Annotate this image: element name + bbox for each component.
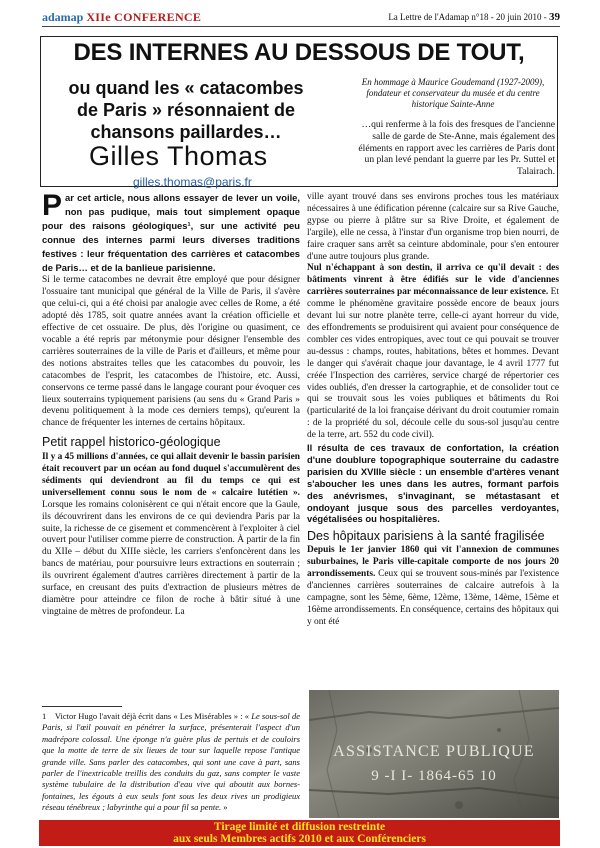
header-rule [42,26,560,27]
page-number: 39 [549,11,560,23]
hommage-note: En hommage à Maurice Goudemand (1927-2009), fondateur et conservateur du musée et du centre historique Sainte-Anne [361,77,545,109]
issue-label: La Lettre de l'Adamap n°18 - 20 juin 2010 - [388,12,547,22]
article-title: DES INTERNES AU DESSOUS DE TOUT, [73,39,525,66]
column-left [42,189,300,619]
author-name [89,141,268,172]
paragraph-hopitaux-lead: Depuis le 1er janvier 1860 qui vit l'annexion de communes suburbaines, le Paris ville-capitale comporte de nos jours 20 arrondissements. [307,545,559,580]
footnote-number: 1 [42,711,47,721]
paragraph-hopitaux-text: Ceux qui se trouvent sous-minés par l'existence d'anciennes carrières souterraines de calcaire autrefois à la campagne, sont les 5ème, 6ème, 12ème, 13ème, 14ème, 15ème et 16ème arrondissements. En conséquence, certains des hôpitaux qui y ont été [307,569,560,627]
section-heading-hopitaux: Des hôpitaux parisiens à la santé fragilisée [307,529,545,544]
footer-line-2: aux seuls Membres actifs 2010 et aux Conférenciers [173,833,426,845]
column-right [307,192,559,629]
intro-text: ar cet article, nous allons essayer de lever un voile, non pas pudique, mais tout simplement opaque pour des raisons géologiques¹, sur une activité peu connue des internes parmi leurs diverses traditions festives : leur fréquentation des carrières et catacombes de Paris… et de la banlieue parisienne. [42,192,300,273]
intro-paragraph [42,189,300,275]
inscription-line-1: ASSISTANCE PUBLIQUE [333,743,535,760]
footnote-quote: Le sous-sol de Paris, si l'œil pouvait en pénétrer la surface, présenterait l'aspect d'un madrépore colossal. Une éponge n'a guère plus de pertuis et de couloirs que la motte de terre de six lieues de tour sur laquelle repose l'antique grande ville. Sans parler des catacombes, qui sont une cave à part, sans parler de l'inextricable treillis des conduits du gaz, sans compter le vaste système tubulaire de la distribution d'eau vive qui aboutit aux bornes-fontaines, les égouts à eux seuls font sous les deux rives un prodigieux réseau ténébreux ; labyrinthe qui a pour fil sa pente. [42,711,300,813]
footnote [42,711,300,814]
paragraph-destin-text: Et comme le phénomène gravitaire possède encore de beaux jours devant lui sur notre planète terre, celle-ci ayant horreur du vide, des effondrements se produisirent qui avaient pour conséquence de combler ces vides entropiques, avec tout ce qui pouvait se trouver au-dessus : champs, routes, habitations, bêtes et hommes. Devant le danger qui s'avérait chaque jour davantage, le 4 avril 1777 fut créée l'Inspection des carrières, service chargé de répertorier ces vides oubliés, d'en dresser la cartographie, et de consolider tout ce qui se trouvait sous les voies publiques et bâtiments du Roi (particularité de la loi française dérivant du droit coutumier romain : de la propriété du sol, découle celle du sous-sol jusqu'au centre de la terre, art. 552 du code civil). [307,287,560,441]
drop-cap: P [42,189,63,222]
author-first-name: Gilles [89,141,160,171]
article-subtitle: ou quand les « catacombes de Paris » résonnaient de chansons paillardes… [68,78,304,142]
paragraph-destin-lead: Nul n'échappant à son destin, il arriva ce qu'il devait : des bâtiments vinrent à être édifiés sur le vide d'anciennes carrières souterraines par méconnaissance de leur existence. [307,263,559,298]
stone-photo-graphic [309,690,559,818]
title-box [40,36,558,187]
hommage-quote: …qui renferme à la fois des fresques de l'ancienne salle de garde de Ste-Anne, mais également des éléments en rapport avec les carrières de Paris dont un plan levé pendant la guerre par les Pr. Suttel et Talairach. [358,119,555,178]
paragraph-ville: ville ayant trouvé dans ses environs proches tous les matériaux nécessaires à une édification pérenne (calcaire sur sa Rive Gauche, gypse ou pierre à plâtre sur sa Rive Droite, et également de l'argile), elle ne cessa, à l'instar d'un organisme trop bien nourri, de faire craquer sans arrêt sa ceinture abdominale, pour s'en entourer d'une autre toujours plus grande. [307,192,559,262]
paragraph-geologie-lead: Il y a 45 millions d'années, ce qui allait devenir le bassin parisien était recouvert par un océan au fond duquel s'accumulèrent des sédiments qui deviendront au fil du temps ce qui est universellement connu sous le nom de « calcaire lutétien ». [42,452,300,498]
section-heading-historique: Petit rappel historico-géologique [42,435,221,450]
paragraph-geologie [42,452,300,619]
footer-line-1: Tirage limité et diffusion restreinte [213,821,386,833]
issue-info [388,11,560,23]
brand-name: adamap [42,10,84,24]
author-last-name: Thomas [167,141,268,171]
paragraph-destin [307,263,559,442]
footer-banner [39,820,560,846]
inscription-line-2: 9 -I I- 1864-65 10 [371,768,497,784]
paragraph-hopitaux [307,545,559,628]
stone-inscription-photo [309,690,559,818]
author-email[interactable]: gilles.thomas@paris.fr [133,175,252,189]
footnote-close: » [223,802,228,813]
footnote-rule [42,706,122,707]
footnote-lead: Victor Hugo l'avait déjà écrit dans « Les Misérables » : « [54,711,250,721]
paragraph-catacombes: Si le terme catacombes ne devrait être employé que pour désigner l'ossuaire tant municipal que général de la Ville de Paris, il s'avère que celui-ci, qui a été choisi par analogie avec celles de Rome, a été adopté dès 1785, soit quatre années avant la création officielle et effective de cet ossuaire. De plus, dès l'origine ou quasiment, ce vocable a été repris par métonymie pour désigner l'ensemble des carrières souterraines de la ville de Paris et d'ailleurs, et même pour des notions abstraites telles que les catacombes du pouvoir, les catacombes de l'esprit, les catacombes de l'histoire, etc. Aussi, conservons ce terme passé dans le langage courant pour évoquer ces lieux souterrains typiquement parisiens (au sens du « Grand Paris » devenu politiquement à la mode ces derniers temps), qu'eurent la chance de fréquenter les internes de certains hôpitaux. [42,275,300,429]
paragraph-confortation: Il résulta de ces travaux de confortation, la création d'une doublure topographique souterraine du cadastre parisien du XVIIIe siècle : un ensemble d'artères venant s'aboucher les unes dans les autres, formant parfois des anévrismes, s'invaginant, se métastasant et ondoyant jusque sous des parcelles verdoyantes, végétalisées ou hospitalières. [307,442,559,525]
conference-label: XIIe CONFERENCE [86,10,202,24]
header-masthead [42,10,201,25]
paragraph-geologie-text: Lorsque les romains colonisèrent ce qui n'était encore que la Gaule, ils découvrirent dans les environs de ce qui deviendra Paris par la suite, la richesse de ce gisement et commencèrent à l'exploiter à ciel ouvert pour l'utiliser comme pierre de construction. À partir de la fin du XIIe – début du XIIIe siècle, les carriers s'enfoncèrent dans les bancs de matériau, pour poursuivre leurs extractions en souterrain ; ils ouvrirent également d'autres carrières directement à partir de la surface, en creusant des puits d'extraction de plusieurs mètres de diamètre pour atteindre ce filon de roche à bâtir situé à une vingtaine de mètres de profondeur. La [42,499,300,617]
